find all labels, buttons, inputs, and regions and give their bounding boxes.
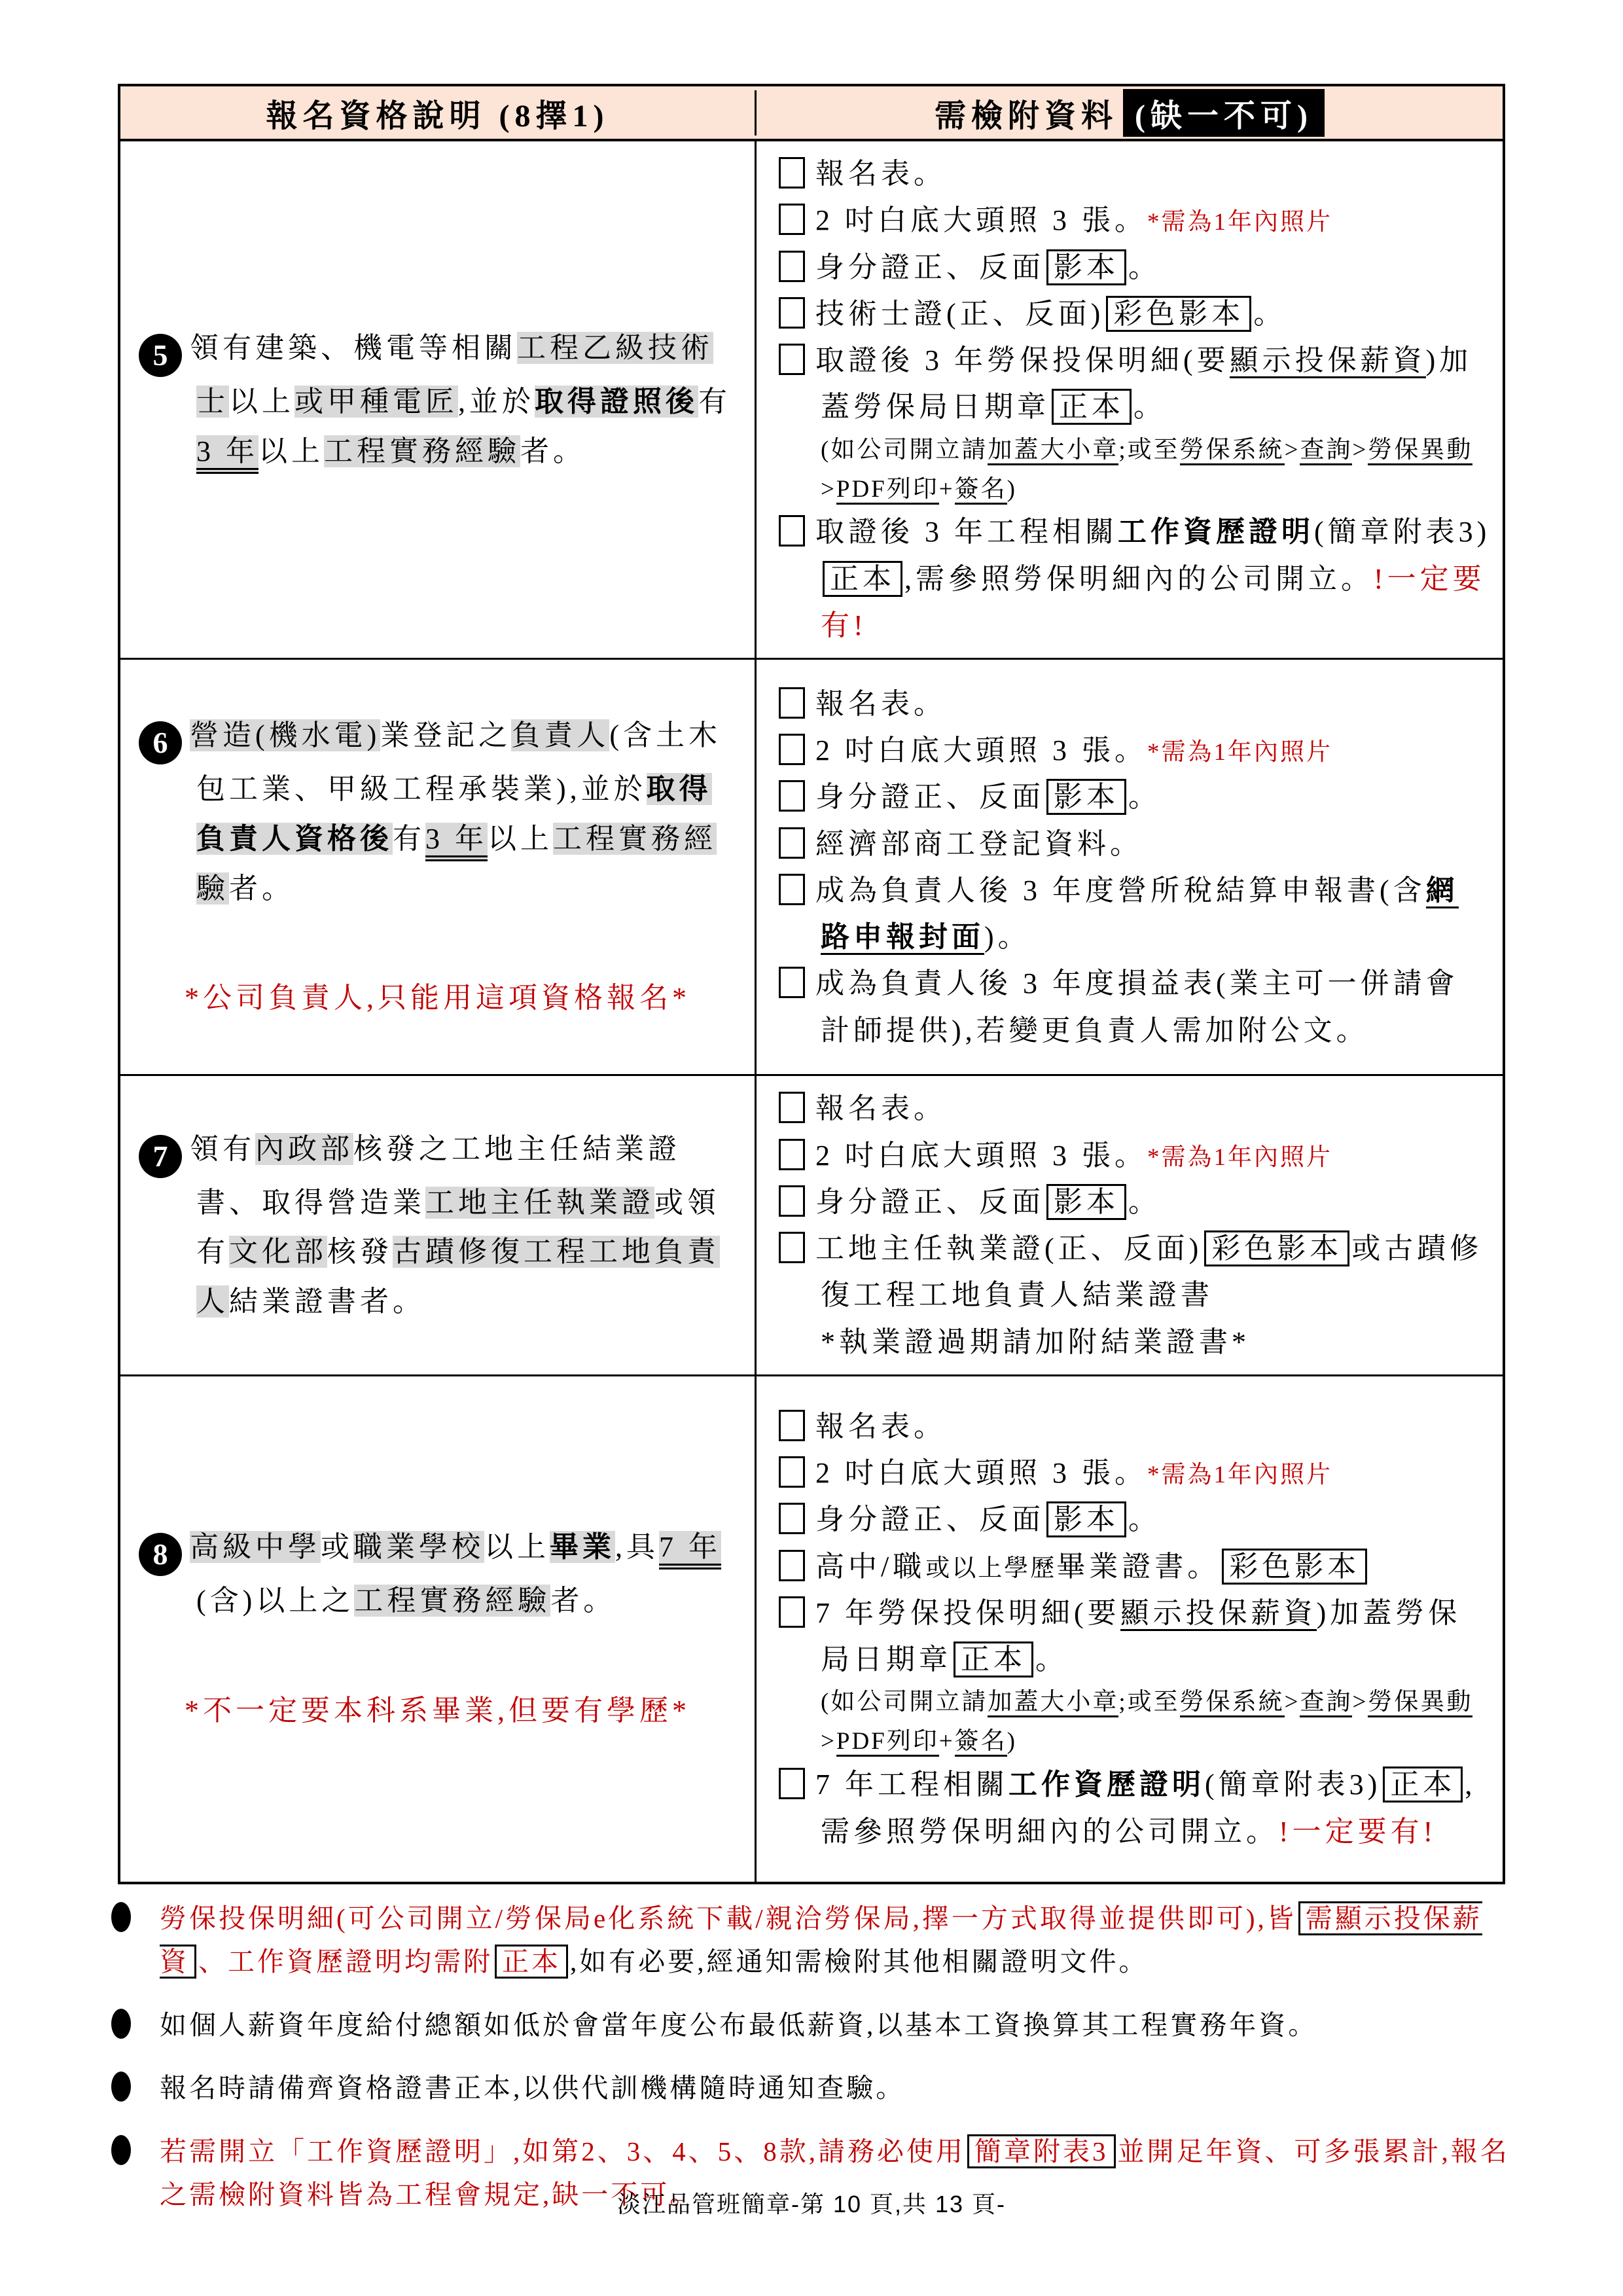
text-run: 高中/職 (815, 1550, 926, 1583)
checkbox-icon (779, 1456, 805, 1488)
text-run: 報名表。 (815, 1410, 946, 1443)
text-run: ,如有必要,經通知需檢附其他相關證明文件。 (570, 1946, 1149, 1977)
text-run: 成為負責人後 3 年度營所稅結算申報書(含 (815, 874, 1426, 906)
qualification-cell (120, 1076, 757, 1374)
qualification-note: *不一定要本科系畢業,但要有學歷* (185, 1694, 690, 1727)
text-run: 加蓋大小章 (988, 1689, 1118, 1717)
doc-item (779, 151, 1491, 197)
text-run: 業登記之 (380, 719, 512, 752)
bullet-dot-icon (111, 2072, 131, 2102)
text-run: > (1284, 1689, 1300, 1716)
qualification-cell (120, 1376, 757, 1882)
text-run: !一定要有! (821, 562, 1486, 641)
doc-item (779, 727, 1491, 774)
doc-item (779, 1496, 1491, 1543)
text-run: 古蹟修復工程工地負責人 (196, 1236, 720, 1318)
doc-item (779, 197, 1491, 243)
text-run: 領有 (190, 1132, 255, 1165)
text-run: ;或至 (1118, 436, 1180, 463)
text-run: 2 吋白底大頭照 3 張。 (815, 1139, 1147, 1172)
col-header-documents (757, 89, 1503, 137)
text-run: 簡章附表3 (967, 2134, 1116, 2168)
checkbox-icon (779, 251, 805, 282)
checkbox-icon (779, 204, 805, 235)
requirements-table (118, 84, 1505, 1884)
text-run: 。 (1133, 391, 1166, 423)
doc-item (779, 1403, 1491, 1450)
text-run: 工程實務經驗 (196, 823, 717, 905)
doc-item (779, 681, 1491, 727)
text-run: *需為1年內照片 (1147, 209, 1332, 236)
text-run: 結業證書者。 (229, 1285, 425, 1318)
text-run: 高級中學 (190, 1531, 321, 1564)
text-run: 。 (1128, 1503, 1161, 1536)
text-run: 彩色影本 (1222, 1549, 1367, 1585)
doc-item (779, 509, 1491, 649)
text-run: 簽名 (955, 1728, 1007, 1757)
doc-item (779, 244, 1491, 291)
text-run: 經濟部商工登記資料。 (815, 827, 1143, 860)
text-run: 畢業證書。 (1056, 1550, 1221, 1583)
item-number-badge: 6 (139, 721, 182, 764)
text-run: *執業證過期請加附結業證書* (821, 1325, 1250, 1358)
documents-cell (757, 660, 1503, 1074)
text-run: 身分證正、反面 (815, 1185, 1044, 1218)
checkbox-icon (779, 967, 805, 998)
text-run: 勞保異動 (1368, 1689, 1472, 1717)
documents-cell (757, 1076, 1503, 1374)
note-bullet (103, 2066, 1538, 2109)
text-run: 正本 (823, 561, 902, 597)
bullet-text (160, 1897, 1538, 1984)
text-run: 工地主任執業證 (425, 1186, 654, 1219)
text-run: !一定要有! (1279, 1815, 1437, 1848)
table-header-row (120, 86, 1503, 141)
text-run: 取證後 3 年勞保投保明細(要 (815, 344, 1230, 377)
bullet-dot-icon (111, 1902, 131, 1932)
text-run: *需為1年內照片 (1147, 1462, 1332, 1489)
text-run: *需為1年內照片 (1147, 1143, 1332, 1171)
item-number-badge: 8 (139, 1533, 182, 1576)
text-run: 以上 (488, 823, 553, 855)
text-run: 查詢 (1300, 437, 1352, 465)
checkbox-icon (779, 1503, 805, 1534)
text-run: 有 (698, 385, 731, 418)
text-run: 彩色影本 (1106, 296, 1251, 332)
text-run: 以上 (259, 435, 324, 467)
text-run: 者。 (229, 872, 294, 905)
text-run: 2 吋白底大頭照 3 張。 (815, 734, 1147, 766)
text-run: > (1284, 436, 1300, 463)
doc-item (779, 431, 1491, 509)
text-run: 3 年 (425, 823, 488, 861)
text-run: 或領有 (196, 1186, 720, 1268)
text-run: 報名表。 (815, 158, 946, 190)
table-row (120, 1376, 1503, 1882)
text-run: 或以上學歷 (925, 1554, 1057, 1582)
checkbox-icon (779, 874, 805, 905)
checkbox-icon (779, 734, 805, 765)
text-run: 簽名 (955, 476, 1007, 505)
text-run: > (821, 475, 836, 503)
note-bullet (103, 1897, 1538, 1984)
text-run: 以上 (484, 1531, 550, 1564)
text-run: 正本 (1052, 389, 1132, 425)
text-run: ,需參照勞保明細內的公司開立。 (904, 562, 1374, 595)
text-run: 工地主任執業證(正、反面) (815, 1232, 1203, 1265)
doc-item (779, 1179, 1491, 1225)
text-run: + (938, 475, 955, 503)
text-run: (簡章附表3) (1314, 516, 1491, 548)
text-run: > (821, 1728, 836, 1755)
text-run: (簡章附表3) (1205, 1768, 1382, 1801)
text-run: > (1352, 436, 1368, 463)
text-run: 。 (1128, 781, 1161, 814)
text-run: 核發 (327, 1236, 393, 1268)
checkbox-icon (779, 157, 805, 188)
text-run: PDF列印 (836, 476, 939, 505)
text-run: (如公司開立請 (821, 436, 988, 463)
doc-item (779, 1683, 1491, 1761)
text-run: 或古蹟修復工程工地負責人結業證書 (821, 1232, 1483, 1312)
text-run: PDF列印 (836, 1728, 939, 1757)
text-run: 彩色影本 (1204, 1230, 1349, 1266)
doc-item (779, 867, 1491, 961)
text-run: )加蓋勞保局日期章 (821, 1596, 1461, 1676)
text-run: 取得證照後 (535, 385, 698, 418)
checkbox-icon (779, 1092, 805, 1123)
text-run: 7 年 (659, 1531, 721, 1570)
text-run: 3 年 (196, 435, 259, 474)
text-run: 勞保異動 (1368, 437, 1472, 465)
doc-item (779, 774, 1491, 820)
table-row (120, 660, 1503, 1076)
text-run: 並開足年資、可多張累計,報名之需檢附資料皆為工程會規定,缺一不可。 (160, 2136, 1510, 2210)
text-run: 畢業 (550, 1531, 615, 1564)
documents-cell (757, 141, 1503, 658)
header-required-badge: (缺一不可) (1123, 89, 1325, 137)
text-run: 加蓋大小章 (988, 437, 1118, 465)
text-run: 報名表。 (815, 1092, 946, 1125)
text-run: 若需開立「工作資歷證明」,如第2、3、4、5、8款,請務必使用 (160, 2136, 965, 2166)
text-run: 成為負責人後 3 年度損益表(業主可一併請會計師提供),若變更負責人需加附公文。 (815, 967, 1459, 1047)
text-run: ,並於 (458, 385, 535, 418)
text-run: 。 (1128, 251, 1161, 283)
item-number-badge: 7 (139, 1135, 182, 1178)
doc-item (779, 821, 1491, 867)
text-run: 2 吋白底大頭照 3 張。 (815, 1457, 1147, 1490)
text-run: 以上 (229, 385, 294, 418)
doc-item (779, 1450, 1491, 1496)
doc-item (779, 1543, 1491, 1590)
text-run: 身分證正、反面 (815, 251, 1044, 283)
doc-item (779, 1085, 1491, 1132)
checkbox-icon (779, 780, 805, 812)
text-run: 7 年勞保投保明細(要 (815, 1596, 1120, 1629)
text-run: 取證後 3 年工程相關 (815, 516, 1118, 548)
doc-item (779, 1590, 1491, 1683)
text-run: 負責人 (511, 719, 610, 752)
text-run: 勞保投保明細(可公司開立/勞保局e化系統下載/親洽勞保局,擇一方式取得並提供即可),皆 (160, 1903, 1296, 1933)
table-row (120, 141, 1503, 660)
bullet-text (160, 2003, 1538, 2047)
text-run: 工作資歷證明 (1008, 1768, 1205, 1801)
text-run: 有 (393, 823, 425, 855)
checkbox-icon (779, 827, 805, 859)
text-run: (如公司開立請 (821, 1689, 988, 1716)
text-run: 內政部 (255, 1132, 353, 1165)
col-header-qualification: 報名資格說明 (8擇1) (120, 90, 757, 135)
doc-item (779, 1225, 1491, 1319)
page-footer: 淡江品管班簡章-第 10 頁,共 13 頁- (616, 2191, 1007, 2217)
checkbox-icon (779, 1232, 805, 1263)
qualification-text (139, 1124, 736, 1327)
text-run: 報名表。 (815, 687, 946, 720)
bullet-dot-icon (111, 2135, 131, 2165)
text-run: 取得負責人資格後 (196, 773, 712, 855)
bullet-text (160, 2066, 1538, 2109)
doc-item (779, 1761, 1491, 1855)
text-run: ) (1007, 1728, 1017, 1755)
checkbox-icon (779, 1410, 805, 1441)
qualification-text (139, 711, 736, 913)
text-run: 影本 (1046, 1501, 1126, 1537)
text-run: 影本 (1046, 249, 1126, 285)
text-run: 顯示投保薪資 (1120, 1597, 1317, 1631)
checkbox-icon (779, 1185, 805, 1217)
text-run: 領有建築、機電等相關 (190, 331, 517, 364)
checkbox-icon (779, 515, 805, 547)
text-run: )加蓋勞保局日期章 (821, 344, 1472, 423)
text-run: 影本 (1046, 1184, 1126, 1220)
text-run: 7 年工程相關 (815, 1768, 1008, 1801)
doc-item (779, 960, 1491, 1054)
text-run: 核發之工地主任結業證書、取得營造業 (196, 1132, 681, 1219)
doc-item (779, 291, 1491, 337)
qualification-cell (120, 660, 757, 1074)
checkbox-icon (779, 1596, 805, 1628)
text-run: 身分證正、反面 (815, 1503, 1044, 1536)
text-run: 或 (321, 1531, 353, 1564)
checkbox-icon (779, 297, 805, 329)
text-run: 工程實務經驗 (324, 435, 520, 467)
doc-item (779, 337, 1491, 431)
checkbox-icon (779, 344, 805, 375)
col-header-documents-label: 需檢附資料 (935, 98, 1118, 134)
text-run: 勞保系統 (1180, 1689, 1285, 1717)
text-run: 勞保系統 (1180, 437, 1285, 465)
doc-item (779, 1132, 1491, 1179)
text-run: ;或至 (1118, 1689, 1180, 1716)
text-run: 營造(機水電) (190, 719, 381, 752)
note-bullet (103, 2003, 1538, 2047)
checkbox-icon (779, 1768, 805, 1799)
table-body (120, 141, 1503, 1882)
text-run: *需為1年內照片 (1147, 738, 1332, 766)
text-run: > (1352, 1689, 1368, 1716)
text-run: 職業學校 (353, 1531, 484, 1564)
checkbox-icon (779, 1139, 805, 1170)
text-run: 工作資歷證明 (1118, 516, 1314, 548)
text-run: + (938, 1728, 955, 1755)
text-run: ,需參照勞保明細內的公司開立。 (821, 1768, 1476, 1848)
text-run: 。 (1253, 297, 1287, 330)
bullet-dot-icon (111, 2009, 131, 2039)
text-run: 如個人薪資年度給付總額如低於會當年度公布最低薪資,以基本工資換算其工程實務年資。 (160, 2009, 1318, 2040)
text-run: 報名時請備齊資格證書正本,以供代訓機構隨時通知查驗。 (160, 2073, 906, 2104)
text-run: 正本 (495, 1945, 568, 1979)
text-run: 影本 (1046, 779, 1126, 815)
text-run: )。 (984, 921, 1031, 954)
text-run: (含)以上之 (196, 1585, 355, 1617)
text-run: (含土木包工業、甲級工程承裝業),並於 (196, 719, 721, 806)
notes-list (103, 1897, 1538, 2236)
text-run: 工程實務經驗 (354, 1585, 551, 1617)
item-number-badge: 5 (139, 334, 182, 377)
text-run: 2 吋白底大頭照 3 張。 (815, 204, 1147, 237)
text-run: 需顯示投保薪資 (160, 1901, 1482, 1979)
text-run: 。 (1128, 1185, 1161, 1218)
text-run: 身分證正、反面 (815, 781, 1044, 814)
qualification-cell (120, 141, 757, 658)
text-run: 技術士證(正、反面) (815, 297, 1105, 330)
qualification-text (139, 323, 736, 476)
text-run: 查詢 (1300, 1689, 1352, 1717)
text-run: 者。 (520, 435, 586, 467)
doc-item (779, 1319, 1491, 1365)
text-run: 文化部 (229, 1236, 327, 1268)
text-run: 工程乙級技術士 (196, 331, 713, 418)
text-run: 者。 (550, 1585, 616, 1617)
text-run: ) (1007, 475, 1017, 503)
table-row (120, 1076, 1503, 1376)
qualification-text (139, 1522, 736, 1626)
text-run: 正本 (954, 1641, 1033, 1677)
text-run: 顯示投保薪資 (1230, 344, 1426, 378)
text-run: 或甲種電匠 (294, 385, 458, 418)
checkbox-icon (779, 687, 805, 719)
text-run: 正本 (1383, 1767, 1463, 1803)
qualification-note: *公司負責人,只能用這項資格報名* (185, 982, 690, 1014)
text-run: 。 (1035, 1643, 1068, 1676)
text-run: ,具 (615, 1531, 659, 1564)
text-run: 、工作資歷證明均需附 (198, 1946, 493, 1977)
documents-cell (757, 1376, 1503, 1882)
checkbox-icon (779, 1550, 805, 1581)
text-run: 網路申報封面 (821, 874, 1459, 955)
